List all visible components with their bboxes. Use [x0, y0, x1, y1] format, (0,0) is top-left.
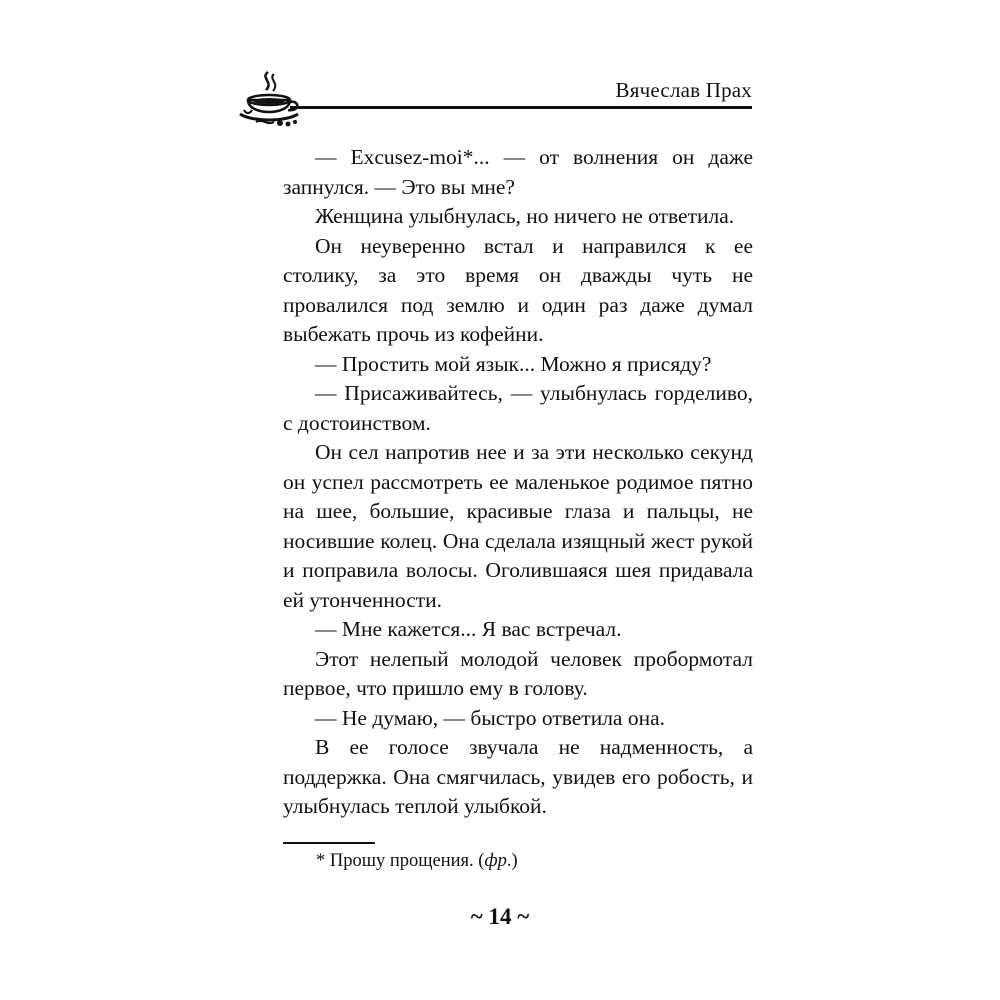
header-rule [290, 106, 752, 109]
paragraph: — Простить мой язык... Можно я присяду? [315, 351, 712, 376]
paragraph: — Excusez-moi*... — от волнения он даже запнулся. — Это вы мне? [283, 145, 753, 199]
paragraph: Этот нелепый молодой человек пробормотал первое, что пришло ему в голову. [283, 646, 753, 700]
paragraph: — Присаживайтесь, — улыбнулась горделиво, с достоинством. [283, 381, 753, 435]
footnote-rule [283, 842, 375, 844]
paragraph: Он сел напротив нее и за эти несколько секунд он успел рассмотреть ее маленькое родимое пятно на шее, большие, красивые глаза и пальцы, не носившие колец. Она сделала изящный жест рукой и поправила волосы. Оголившаяся шея придавала ей утонченности. [283, 440, 753, 612]
page-number-right-ornament: ~ [517, 904, 530, 929]
paragraph: В ее голосе звучала не надменность, а поддержка. Она смягчилась, увидев его робость, и улыбнулась теплой улыбкой. [283, 735, 753, 818]
paragraph: — Мне кажется... Я вас встречал. [315, 617, 622, 641]
page-number [0, 904, 1000, 930]
footnote [316, 849, 518, 873]
footnote-text: * Прошу прощения. ( [316, 851, 485, 871]
paragraph: Он неуверенно встал и направился к ее столику, за это время он дважды чуть не провалился под землю и один раз даже думал выбежать прочь из кофейни. [283, 233, 753, 346]
page-number-value: 14 [488, 904, 512, 929]
page-number-left-ornament: ~ [470, 904, 483, 929]
footnote-abbreviation: фр [484, 851, 507, 871]
paragraph: — Не думаю, — быстро ответила она. [315, 705, 666, 730]
coffee-cup-icon [238, 70, 302, 130]
body-text [283, 143, 753, 822]
footnote-end: .) [506, 851, 518, 871]
running-header-author: Вячеслав Прах [615, 78, 752, 102]
paragraph: Женщина улыбнулась, но ничего не ответила. [315, 204, 735, 228]
